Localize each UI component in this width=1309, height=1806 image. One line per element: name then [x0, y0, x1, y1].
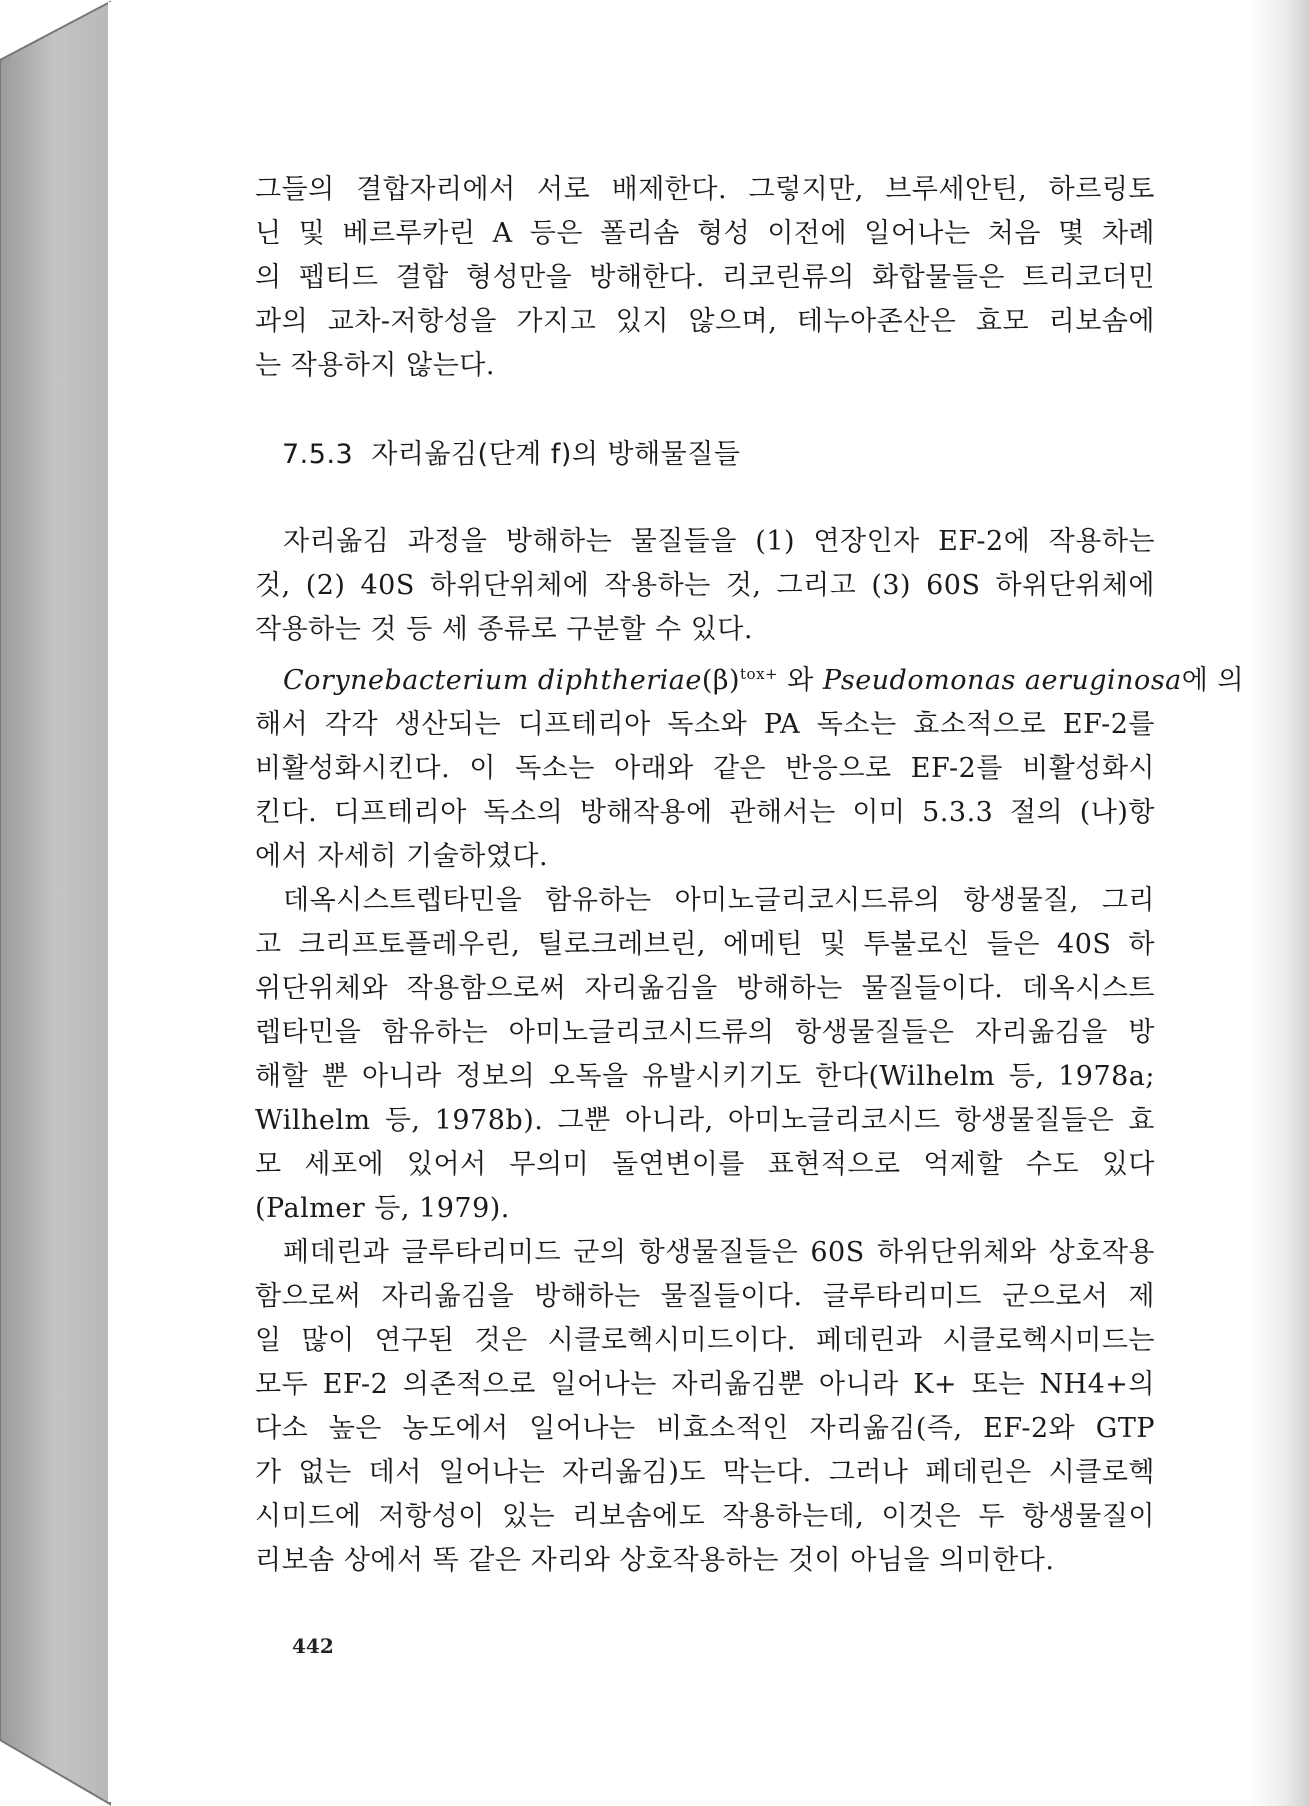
section-heading	[282, 432, 740, 471]
paragraph-top	[255, 168, 1155, 388]
text-line: 것, (2) 40S 하위단위체에 작용하는 것, 그리고 (3) 60S 하위단위체에	[255, 570, 1155, 601]
paragraph-4	[255, 1231, 1155, 1583]
text-line: 자리옮김 과정을 방해하는 물질들을 (1) 연장인자 EF-2에 작용하는	[283, 526, 1155, 557]
text-line: 위단위체와 작용함으로써 자리옮김을 방해하는 물질들이다. 데옥시스트	[255, 973, 1155, 1004]
page-number: 442	[292, 1634, 334, 1658]
text-line: 모 세포에 있어서 무의미 돌연변이를 표현적으로 억제할 수도 있다	[255, 1149, 1155, 1180]
section-title: 자리옮김(단계 f)의 방해물질들	[371, 439, 741, 470]
text-line: 해서 각각 생산되는 디프테리아 독소와 PA 독소는 효소적으로 EF-2를	[255, 709, 1155, 740]
text-line: 닌 및 베르루카린 A 등은 폴리솜 형성 이전에 일어나는 처음 몇 차례	[255, 218, 1155, 249]
text-line-species	[255, 652, 1245, 703]
text-tail: 에 의	[1181, 665, 1245, 696]
text-line: 의 펩티드 결합 형성만을 방해한다. 리코린류의 화합물들은 트리코더민	[255, 262, 1155, 293]
text-line: 과의 교차-저항성을 가지고 있지 않으며, 테누아존산은 효모 리보솜에	[255, 306, 1155, 337]
text-line: 는 작용하지 않는다.	[255, 350, 495, 381]
text-line: 일 많이 연구된 것은 시클로헥시미드이다. 페데린과 시클로헥시미드는	[255, 1325, 1155, 1356]
beta-symbol: (β)	[701, 665, 741, 696]
text-line: 킨다. 디프테리아 독소의 방해작용에 관해서는 이미 5.3.3 절의 (나)항	[255, 797, 1155, 828]
text-line: 그들의 결합자리에서 서로 배제한다. 그렇지만, 브루세안틴, 하르링토	[255, 174, 1155, 205]
species-corynebacterium: Corynebacterium diphtheriae	[283, 665, 702, 696]
text-line: 모두 EF-2 의존적으로 일어나는 자리옮김뿐 아니라 K+ 또는 NH4+의	[255, 1369, 1155, 1400]
text-line: 해할 뿐 아니라 정보의 오독을 유발시키기도 한다(Wilhelm 등, 1978a;	[255, 1061, 1155, 1092]
text-line: 고 크리프토플레우린, 틸로크레브린, 에메틴 및 투불로신 들은 40S 하	[255, 929, 1155, 960]
species-pseudomonas: Pseudomonas aeruginosa	[822, 665, 1182, 696]
book-spine	[0, 0, 112, 1806]
text-line: 페데린과 글루타리미드 군의 항생물질들은 60S 하위단위체와 상호작용	[283, 1237, 1155, 1268]
paragraph-1	[255, 520, 1155, 652]
conjunction: 와	[787, 665, 814, 696]
paragraph-3	[255, 879, 1155, 1231]
page-edge-shadow	[1249, 0, 1309, 1806]
page-body	[255, 168, 1155, 388]
tox-superscript: tox+	[740, 665, 779, 683]
text-line: 에서 자세히 기술하였다.	[255, 841, 549, 872]
text-line: 렙타민을 함유하는 아미노글리코시드류의 항생물질들은 자리옮김을 방	[255, 1017, 1155, 1048]
text-line: 비활성화시킨다. 이 독소는 아래와 같은 반응으로 EF-2를 비활성화시	[255, 753, 1155, 784]
section-body	[255, 520, 1245, 1583]
text-line: 데옥시스트렙타민을 함유하는 아미노글리코시드류의 항생물질, 그리	[283, 885, 1155, 916]
text-line: 가 없는 데서 일어나는 자리옮김)도 막는다. 그러나 페데린은 시클로헥	[255, 1457, 1155, 1488]
text-line: Wilhelm 등, 1978b). 그뿐 아니라, 아미노글리코시드 항생물질들은 효	[255, 1105, 1155, 1136]
text-line: (Palmer 등, 1979).	[255, 1193, 510, 1224]
text-line: 다소 높은 농도에서 일어나는 비효소적인 자리옮김(즉, EF-2와 GTP	[255, 1413, 1155, 1444]
text-line: 시미드에 저항성이 있는 리보솜에도 작용하는데, 이것은 두 항생물질이	[255, 1501, 1155, 1532]
text-line: 작용하는 것 등 세 종류로 구분할 수 있다.	[255, 614, 753, 645]
text-line: 함으로써 자리옮김을 방해하는 물질들이다. 글루타리미드 군으로서 제	[255, 1281, 1155, 1312]
text-line: 리보솜 상에서 똑 같은 자리와 상호작용하는 것이 아님을 의미한다.	[255, 1545, 1055, 1576]
paragraph-2	[255, 652, 1245, 879]
section-number: 7.5.3	[282, 439, 354, 470]
